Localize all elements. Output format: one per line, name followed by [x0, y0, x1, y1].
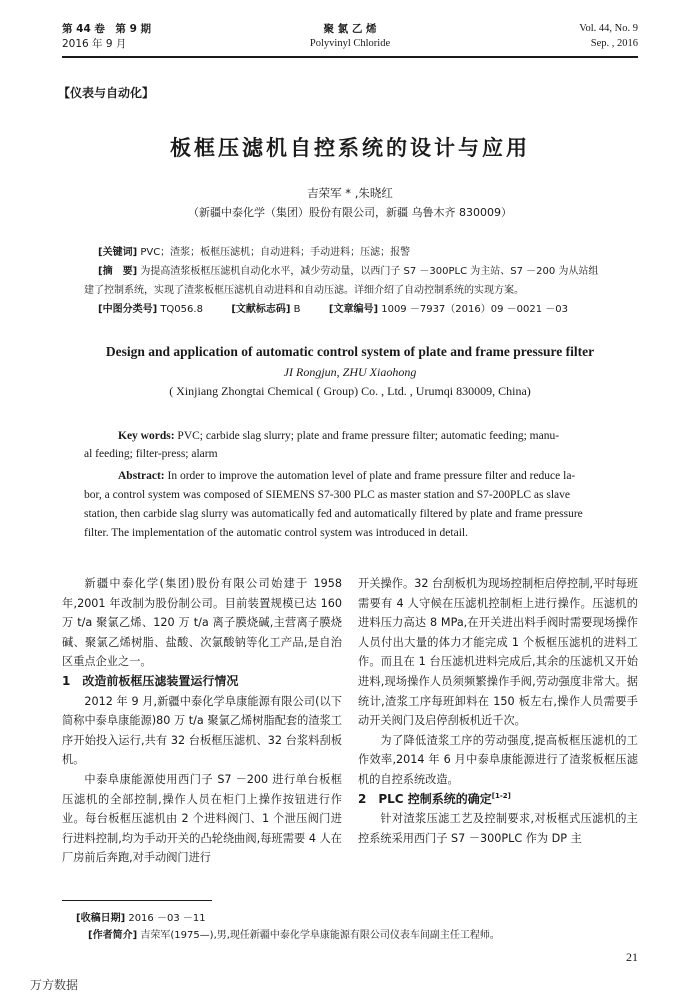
author-bio-text: 吉荣军(1975—),男,现任新疆中泰化学阜康能源有限公司仪表车间副主任工程师。	[140, 930, 500, 941]
keywords-cn	[98, 246, 638, 260]
header-journal-cn: 聚 氯 乙 烯	[323, 23, 377, 35]
footnote-rule	[62, 900, 212, 901]
doc-code-value: B	[293, 304, 301, 315]
header-date-en: Sep. , 2016	[590, 38, 638, 49]
keywords-cn-label: [关键词]	[98, 247, 138, 258]
body-left-paragraph-2: 2012 年 9 月,新疆中泰化学阜康能源有限公司(以下简称中泰阜康能源)80 万 t/a 聚氯乙烯树脂配套的渣浆工序开始投入运行,共有 32 台板框压滤机、32 台浆料刮板机。	[62, 694, 342, 767]
abstract-cn-line2: 建了控制系统，实现了渣浆板框压滤机自动进料和自动压滤。详细介绍了自动控制系统的实现方案。	[84, 285, 524, 296]
received-label: [收稿日期]	[76, 913, 126, 924]
body-right-column	[358, 574, 638, 848]
clc-label: [中图分类号]	[98, 304, 158, 315]
article-no-value: 1009 －7937（2016）09 －0021 －03	[381, 304, 569, 315]
body-left-paragraph-3: 中泰阜康能源使用西门子 S7 －200 进行单台板框压滤机的全部控制,操作人员在柜门上操作按钮进行作业。每台板框压滤机由 2 个进料阀门、1 个泄压阀门进行进料控制,均为手动开关的凸轮绕曲阀,每班需要 4 人在厂房前后奔跑,对手动阀门进行	[62, 772, 342, 865]
keywords-cn-text: PVC；渣浆；板框压滤机；自动进料；手动进料；压滤；报警	[140, 247, 411, 258]
author-bio-label: [作者简介]	[88, 930, 138, 941]
affiliation-en: ( Xinjiang Zhongtai Chemical ( Group) Co. , Ltd. , Urumqi 830009, China)	[169, 384, 531, 398]
clc-value: TQ056.8	[160, 304, 203, 315]
footnote-received	[76, 909, 206, 924]
keywords-en-text1: PVC; carbide slag slurry; plate and frame pressure filter; automatic feeding; manu-	[177, 430, 560, 442]
abstract-en-line2: bor, a control system was composed of SIEMENS S7-300 PLC as master station and S7-200PLC as slave	[84, 489, 571, 501]
header-volume-en: Vol. 44, No. 9	[579, 23, 638, 34]
authors-en: JI Rongjun, ZHU Xiaohong	[283, 365, 417, 379]
keywords-en-line2: al feeding; filter-press; alarm	[84, 448, 218, 460]
header-rule	[62, 56, 638, 58]
section-heading-2-ref: [1-2]	[491, 791, 511, 800]
body-left-column	[62, 574, 342, 868]
affiliation-cn: （新疆中泰化学（集团）股份有限公司，新疆 乌鲁木齐 830009）	[188, 206, 512, 219]
abstract-cn-line1	[98, 265, 638, 279]
abstract-en-line4: filter. The implementation of the automatic control system was introduced in detail.	[84, 527, 468, 539]
body-left-paragraph-1: 新疆中泰化学(集团)股份有限公司始建于 1958 年,2001 年改制为股份制公司。目前装置规模已达 160 万 t/a 聚氯乙烯、120 万 t/a 离子膜烧碱,主营离子膜烧碱、聚氯乙烯树脂、盐酸、次氯酸钠等化工产品,是自治区重点企业之一。	[62, 577, 342, 669]
body-right-paragraph-2: 为了降低渣浆工序的劳动强度,提高板框压滤机的工作效率,2014 年 6 月中泰阜康能源进行了渣浆板框压滤机的自控系统改造。	[358, 733, 638, 786]
title-en: Design and application of automatic control system of plate and frame pressure filter	[105, 344, 595, 359]
section-heading-2-text: 2 PLC 控制系统的确定	[358, 791, 492, 806]
body-right-paragraph-1: 开关操作。32 台刮板机为现场控制柜启停控制,平时每班需要有 4 人守候在压滤机控制柜上进行操作。压滤机的进料压力高达 8 MPa,在开关进出料手阀时需要现场操作人员付出大量的体力才能完成 1 个板框压滤机的进料工作。而且在 1 台压滤机进料完成后,其余的压滤机又开始进料,现场操作人员须频繁操作手阀,劳动强度非常大。据统计,渣浆工序每班卸料在 150 板左右,操作人员需要手动开关阀门及启停刮板机近千次。	[358, 577, 638, 728]
page-number: 21	[626, 950, 638, 964]
keywords-en-label: Key words:	[118, 430, 175, 442]
abstract-en-text1: In order to improve the automation level of plate and frame pressure filter and reduce la-	[167, 470, 576, 482]
received-date: 2016 －03 －11	[128, 913, 206, 924]
footnote-author	[88, 926, 500, 941]
abstract-en-line3: station, then carbide slag slurry was automatically fed and automatically filtered by plate and frame pressure	[84, 508, 583, 520]
section-heading-1: 1 改造前板框压滤装置运行情况	[62, 673, 239, 688]
keywords-en-line1	[118, 430, 648, 442]
section-tag: 【仪表与自动化】	[58, 86, 155, 100]
header-journal-en: Polyvinyl Chloride	[309, 38, 391, 49]
abstract-cn-label: [摘 要]	[98, 266, 138, 277]
title-cn: 板框压滤机自控系统的设计与应用	[170, 136, 530, 160]
watermark: 万方数据	[30, 978, 79, 992]
abstract-en-line1	[118, 470, 648, 482]
header-volume-cn: 第 44 卷 第 9 期	[62, 23, 152, 35]
abstract-en-label: Abstract:	[118, 470, 165, 482]
doc-code-label: [文献标志码]	[231, 304, 291, 315]
body-right-paragraph-3: 针对渣浆压滤工艺及控制要求,对板框式压滤机的主控系统采用西门子 S7 －300PLC 作为 DP 主	[358, 812, 638, 845]
abstract-cn-text1: 为提高渣浆板框压滤机自动化水平，减少劳动量，以西门子 S7 －300PLC 为主站、S7 －200 为从站组	[140, 266, 599, 277]
article-no-label: [文章编号]	[328, 304, 379, 315]
header-date-cn: 2016 年 9 月	[62, 38, 127, 50]
section-heading-2	[358, 790, 638, 810]
classification-line	[98, 303, 638, 317]
authors-cn: 吉荣军 * ,朱晓红	[307, 186, 393, 200]
